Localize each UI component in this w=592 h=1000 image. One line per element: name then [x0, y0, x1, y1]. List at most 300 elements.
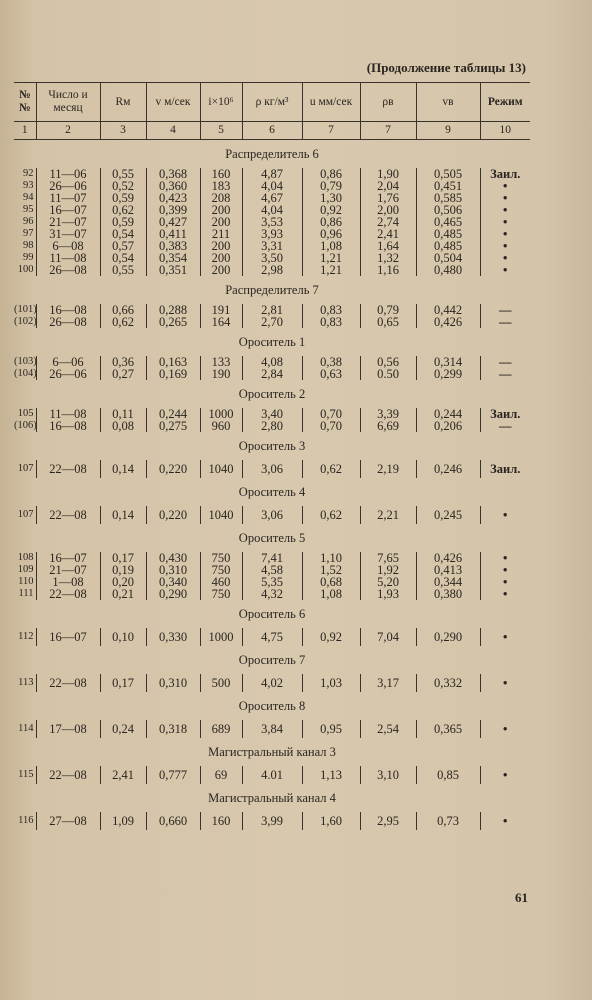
table-row	[14, 766, 530, 784]
table-cell: 1,60	[302, 812, 360, 830]
table-cell: 0,54	[100, 228, 146, 240]
table-cell: 4,75	[242, 628, 302, 646]
table-cell: 1,08	[302, 588, 360, 600]
table-cell: 5,20	[360, 576, 416, 588]
table-cell: 0,244	[146, 408, 200, 420]
table-cell: 1,08	[302, 240, 360, 252]
table-cell: 0,330	[146, 628, 200, 646]
table-cell: 11—08	[36, 408, 100, 420]
table-cell: 0,27	[100, 368, 146, 380]
table-cell: 16—08	[36, 420, 100, 432]
regime-cell: •	[480, 766, 530, 784]
section-heading-row	[14, 524, 530, 552]
table-cell: 21—07	[36, 216, 100, 228]
regime-cell: Заил.	[480, 408, 530, 420]
table-cell: 0.50	[360, 368, 416, 380]
table-cell: 0,79	[360, 304, 416, 316]
table-cell: 3,39	[360, 408, 416, 420]
table-cell: 0,66	[100, 304, 146, 316]
table-cell: 0,411	[146, 228, 200, 240]
table-cell: 0,11	[100, 408, 146, 420]
header-cell: v м/сек	[146, 83, 200, 122]
table-cell: 208	[200, 192, 242, 204]
table-cell: 22—08	[36, 766, 100, 784]
section-title: Ороситель 1	[238, 335, 306, 349]
table-cell: 4,67	[242, 192, 302, 204]
table-cell: 0,08	[100, 420, 146, 432]
table-cell: 0,451	[416, 180, 480, 192]
table-cell: 1,93	[360, 588, 416, 600]
regime-cell: •	[480, 552, 530, 564]
table-cell: 0,244	[416, 408, 480, 420]
table-cell: 0,85	[416, 766, 480, 784]
section-heading-row	[14, 276, 530, 304]
column-number: 2	[36, 122, 100, 140]
table-cell: 0,480	[416, 264, 480, 276]
table-cell: 0,465	[416, 216, 480, 228]
row-number: 110	[18, 576, 34, 587]
table-cell: 1,32	[360, 252, 416, 264]
table-cell: 7,41	[242, 552, 302, 564]
regime-cell: —	[480, 368, 530, 380]
regime-cell: —	[480, 304, 530, 316]
table-cell: 0,246	[416, 460, 480, 478]
section-heading-row	[14, 784, 530, 812]
table-row	[14, 460, 530, 478]
section-title: Магистральный канал 3	[208, 745, 336, 759]
header-cell: u мм/сек	[302, 83, 360, 122]
table-cell: 0,95	[302, 720, 360, 738]
table-cell: 4.01	[242, 766, 302, 784]
table-cell: 0,290	[416, 628, 480, 646]
table-cell: 0,73	[416, 812, 480, 830]
table-cell: 2,19	[360, 460, 416, 478]
table-cell: 5,35	[242, 576, 302, 588]
table-cell: 1,52	[302, 564, 360, 576]
table-cell: 200	[200, 204, 242, 216]
table-cell: 16—08	[36, 304, 100, 316]
table-cell: 0,344	[416, 576, 480, 588]
table-cell: 0,426	[416, 552, 480, 564]
section-title: Ороситель 6	[238, 607, 306, 621]
table-cell: 460	[200, 576, 242, 588]
table-cell: 0,59	[100, 216, 146, 228]
column-number: 4	[146, 122, 200, 140]
row-number: 96	[23, 216, 34, 227]
row-number: 111	[18, 588, 34, 599]
table-cell: 2,98	[242, 264, 302, 276]
header-cell: Режим	[480, 83, 530, 122]
header-cell: ρ кг/м³	[242, 83, 302, 122]
table-cell: 1,92	[360, 564, 416, 576]
table-cell: 689	[200, 720, 242, 738]
table-cell: 0,70	[302, 408, 360, 420]
header-row	[14, 83, 530, 122]
table-cell: 750	[200, 588, 242, 600]
table-cell: 0,220	[146, 506, 200, 524]
table-cell: 0,163	[146, 356, 200, 368]
table-cell: 0,55	[100, 264, 146, 276]
table-cell: 1,03	[302, 674, 360, 692]
table-cell: 0,245	[416, 506, 480, 524]
table-cell: 3,06	[242, 506, 302, 524]
table-cell: 0,169	[146, 368, 200, 380]
table-cell: 4,04	[242, 204, 302, 216]
table-cell: 0,92	[302, 204, 360, 216]
row-number: 113	[18, 677, 34, 688]
column-number-row	[14, 122, 530, 140]
table-cell: 0,21	[100, 588, 146, 600]
section-heading-row	[14, 380, 530, 408]
table-cell: 0,52	[100, 180, 146, 192]
table-cell: 0,426	[416, 316, 480, 328]
table-cell: 17—08	[36, 720, 100, 738]
row-number: (104)	[14, 368, 37, 379]
table-cell: 0,423	[146, 192, 200, 204]
table-cell: 2,81	[242, 304, 302, 316]
regime-cell: •	[480, 252, 530, 264]
regime-cell: •	[480, 180, 530, 192]
row-number: 93	[23, 180, 34, 191]
header-cell: №№	[14, 83, 36, 122]
table-cell: 2,80	[242, 420, 302, 432]
table-cell: 2,70	[242, 316, 302, 328]
table-cell: 0,14	[100, 506, 146, 524]
table-cell: 4,58	[242, 564, 302, 576]
table-cell: 0,310	[146, 674, 200, 692]
regime-cell: —	[480, 356, 530, 368]
section-heading-row	[14, 600, 530, 628]
page-number: 61	[515, 890, 528, 905]
table-cell: 0,442	[416, 304, 480, 316]
column-number: 5	[200, 122, 242, 140]
table-cell: 6—06	[36, 356, 100, 368]
table-cell: 0,365	[416, 720, 480, 738]
header-cell: Rм	[100, 83, 146, 122]
table-cell: 0,777	[146, 766, 200, 784]
table-row	[14, 316, 530, 328]
table-cell: 160	[200, 168, 242, 180]
table-cell: 1,21	[302, 264, 360, 276]
section-heading-row	[14, 432, 530, 460]
data-table	[14, 82, 530, 830]
table-cell: 190	[200, 368, 242, 380]
table-cell: 0,380	[416, 588, 480, 600]
table-row	[14, 628, 530, 646]
table-continuation-caption: (Продолжение таблицы 13)	[366, 60, 526, 75]
section-title: Магистральный канал 4	[208, 791, 336, 805]
table-cell: 0,504	[416, 252, 480, 264]
row-number: 116	[18, 815, 34, 826]
table-cell: 26—06	[36, 180, 100, 192]
table-cell: 0,383	[146, 240, 200, 252]
row-number: 114	[18, 723, 34, 734]
table-cell: 0,57	[100, 240, 146, 252]
table-cell: 1,13	[302, 766, 360, 784]
row-number: 107	[17, 509, 34, 520]
table-cell: 4,87	[242, 168, 302, 180]
table-cell: 0,83	[302, 304, 360, 316]
section-title: Распределитель 6	[225, 147, 319, 161]
table-cell: 22—08	[36, 674, 100, 692]
table-cell: 0,413	[416, 564, 480, 576]
table-cell: 3,10	[360, 766, 416, 784]
regime-cell: •	[480, 240, 530, 252]
table-cell: 4,08	[242, 356, 302, 368]
table-cell: 6—08	[36, 240, 100, 252]
table-cell: 0,92	[302, 628, 360, 646]
table-cell: 69	[200, 766, 242, 784]
table-row	[14, 506, 530, 524]
table-cell: 0,354	[146, 252, 200, 264]
regime-cell: •	[480, 216, 530, 228]
row-number: 98	[23, 240, 34, 251]
table-cell: 0,206	[416, 420, 480, 432]
table-cell: 0,10	[100, 628, 146, 646]
table-row	[14, 674, 530, 692]
table-cell: 0,360	[146, 180, 200, 192]
table-cell: 750	[200, 564, 242, 576]
row-number: 107	[17, 463, 34, 474]
regime-cell: •	[480, 204, 530, 216]
column-number: 6	[242, 122, 302, 140]
table-cell: 2,41	[360, 228, 416, 240]
table-cell: 3,50	[242, 252, 302, 264]
row-number: 108	[17, 552, 34, 563]
section-heading-row	[14, 478, 530, 506]
table-cell: 0,506	[416, 204, 480, 216]
table-cell: 0,17	[100, 674, 146, 692]
row-number: 97	[23, 228, 34, 239]
table-cell: 27—08	[36, 812, 100, 830]
section-title: Распределитель 7	[225, 283, 319, 297]
row-number: 100	[17, 264, 34, 275]
regime-cell: •	[480, 588, 530, 600]
table-cell: 0,430	[146, 552, 200, 564]
table-cell: 3,40	[242, 408, 302, 420]
table-cell: 7,04	[360, 628, 416, 646]
table-cell: 11—08	[36, 252, 100, 264]
table-cell: 500	[200, 674, 242, 692]
row-number: 92	[23, 168, 34, 179]
table-cell: 0,55	[100, 168, 146, 180]
table-body	[14, 140, 530, 831]
table-cell: 0,505	[416, 168, 480, 180]
table-cell: 3,06	[242, 460, 302, 478]
table-cell: 2,21	[360, 506, 416, 524]
table-cell: 191	[200, 304, 242, 316]
table-cell: 2,84	[242, 368, 302, 380]
table-cell: 0,585	[416, 192, 480, 204]
row-number: 115	[18, 769, 34, 780]
section-title: Ороситель 7	[238, 653, 306, 667]
table-cell: 3,53	[242, 216, 302, 228]
regime-cell: •	[480, 720, 530, 738]
table-cell: 0,17	[100, 552, 146, 564]
table-cell: 0,427	[146, 216, 200, 228]
table-cell: 200	[200, 240, 242, 252]
table-cell: 0,62	[100, 316, 146, 328]
table-cell: 2,74	[360, 216, 416, 228]
table-cell: 3,84	[242, 720, 302, 738]
table-cell: 960	[200, 420, 242, 432]
table-cell: 1—08	[36, 576, 100, 588]
table-cell: 21—07	[36, 564, 100, 576]
table-cell: 0,56	[360, 356, 416, 368]
table-cell: 16—07	[36, 628, 100, 646]
section-title: Ороситель 8	[238, 699, 306, 713]
regime-cell: •	[480, 264, 530, 276]
section-title: Ороситель 4	[238, 485, 306, 499]
table-cell: 4,04	[242, 180, 302, 192]
column-number: 10	[480, 122, 530, 140]
column-number: 9	[416, 122, 480, 140]
regime-cell: •	[480, 228, 530, 240]
regime-cell: Заил.	[480, 460, 530, 478]
table-cell: 0,290	[146, 588, 200, 600]
table-cell: 1,09	[100, 812, 146, 830]
section-title: Ороситель 2	[238, 387, 306, 401]
table-cell: 16—07	[36, 552, 100, 564]
table-cell: 0,351	[146, 264, 200, 276]
row-number: (106)	[14, 420, 37, 431]
table-cell: 11—06	[36, 168, 100, 180]
table-cell: 11—07	[36, 192, 100, 204]
table-cell: 0,62	[100, 204, 146, 216]
table-cell: 2,04	[360, 180, 416, 192]
table-cell: 0,59	[100, 192, 146, 204]
regime-cell: Заил.	[480, 168, 530, 180]
column-number: 7	[360, 122, 416, 140]
table-cell: 160	[200, 812, 242, 830]
table-cell: 0,19	[100, 564, 146, 576]
table-cell: 3,17	[360, 674, 416, 692]
table-cell: 0,86	[302, 168, 360, 180]
regime-cell: •	[480, 564, 530, 576]
header-cell: i×10⁶	[200, 83, 242, 122]
row-number: 95	[23, 204, 34, 215]
section-heading-row	[14, 140, 530, 169]
table-cell: 183	[200, 180, 242, 192]
table-cell: 200	[200, 216, 242, 228]
table-cell: 1,10	[302, 552, 360, 564]
table-cell: 0,399	[146, 204, 200, 216]
table-cell: 4,02	[242, 674, 302, 692]
table-cell: 200	[200, 252, 242, 264]
table-cell: 0,70	[302, 420, 360, 432]
row-number: 112	[18, 631, 34, 642]
table-cell: 3,99	[242, 812, 302, 830]
row-number: (103)	[14, 356, 37, 367]
table-cell: 0,20	[100, 576, 146, 588]
table-cell: 200	[200, 264, 242, 276]
row-number: 105	[17, 408, 34, 419]
table-cell: 0,62	[302, 460, 360, 478]
table-cell: 1,76	[360, 192, 416, 204]
table-cell: 1000	[200, 408, 242, 420]
table-row	[14, 588, 530, 600]
table-row	[14, 420, 530, 432]
section-title: Ороситель 3	[238, 439, 306, 453]
table-cell: 0,96	[302, 228, 360, 240]
header-cell: vв	[416, 83, 480, 122]
section-heading-row	[14, 328, 530, 356]
table-cell: 0,275	[146, 420, 200, 432]
column-number: 7	[302, 122, 360, 140]
table-cell: 0,368	[146, 168, 200, 180]
table-cell: 1040	[200, 460, 242, 478]
section-heading-row	[14, 692, 530, 720]
regime-cell: •	[480, 192, 530, 204]
table-cell: 0,288	[146, 304, 200, 316]
table-cell: 0,314	[416, 356, 480, 368]
table-cell: 164	[200, 316, 242, 328]
section-heading-row	[14, 738, 530, 766]
table-cell: 0,68	[302, 576, 360, 588]
header-cell: ρв	[360, 83, 416, 122]
table-cell: 1,64	[360, 240, 416, 252]
table-cell: 1000	[200, 628, 242, 646]
header-cell: Число и месяц	[36, 83, 100, 122]
table-cell: 1,90	[360, 168, 416, 180]
table-cell: 1,21	[302, 252, 360, 264]
table-cell: 133	[200, 356, 242, 368]
row-number: 99	[23, 252, 34, 263]
table-cell: 4,32	[242, 588, 302, 600]
regime-cell: •	[480, 628, 530, 646]
table-cell: 0,332	[416, 674, 480, 692]
table-cell: 31—07	[36, 228, 100, 240]
table-row	[14, 812, 530, 830]
table-row	[14, 720, 530, 738]
table-cell: 1,16	[360, 264, 416, 276]
section-title: Ороситель 5	[238, 531, 306, 545]
table-cell: 0,318	[146, 720, 200, 738]
regime-cell: —	[480, 420, 530, 432]
column-number: 3	[100, 122, 146, 140]
row-number: 94	[23, 192, 34, 203]
table-cell: 0,62	[302, 506, 360, 524]
table-cell: 0,38	[302, 356, 360, 368]
table-cell: 0,65	[360, 316, 416, 328]
regime-cell: —	[480, 316, 530, 328]
table-cell: 1040	[200, 506, 242, 524]
table-cell: 22—08	[36, 506, 100, 524]
table-cell: 22—08	[36, 588, 100, 600]
table-cell: 3,31	[242, 240, 302, 252]
table-cell: 6,69	[360, 420, 416, 432]
regime-cell: •	[480, 506, 530, 524]
table-cell: 0,485	[416, 240, 480, 252]
table-cell: 2,95	[360, 812, 416, 830]
table-cell: 0,660	[146, 812, 200, 830]
table-row	[14, 368, 530, 380]
table-cell: 0,265	[146, 316, 200, 328]
table-cell: 0,36	[100, 356, 146, 368]
table-row	[14, 264, 530, 276]
table-cell: 26—06	[36, 368, 100, 380]
column-number: 1	[14, 122, 36, 140]
table-cell: 0,54	[100, 252, 146, 264]
row-number: (101)	[14, 304, 37, 315]
table-cell: 0,14	[100, 460, 146, 478]
table-cell: 1,30	[302, 192, 360, 204]
table-cell: 22—08	[36, 460, 100, 478]
section-heading-row	[14, 646, 530, 674]
table-cell: 0,220	[146, 460, 200, 478]
table-cell: 2,41	[100, 766, 146, 784]
table-cell: 0,485	[416, 228, 480, 240]
